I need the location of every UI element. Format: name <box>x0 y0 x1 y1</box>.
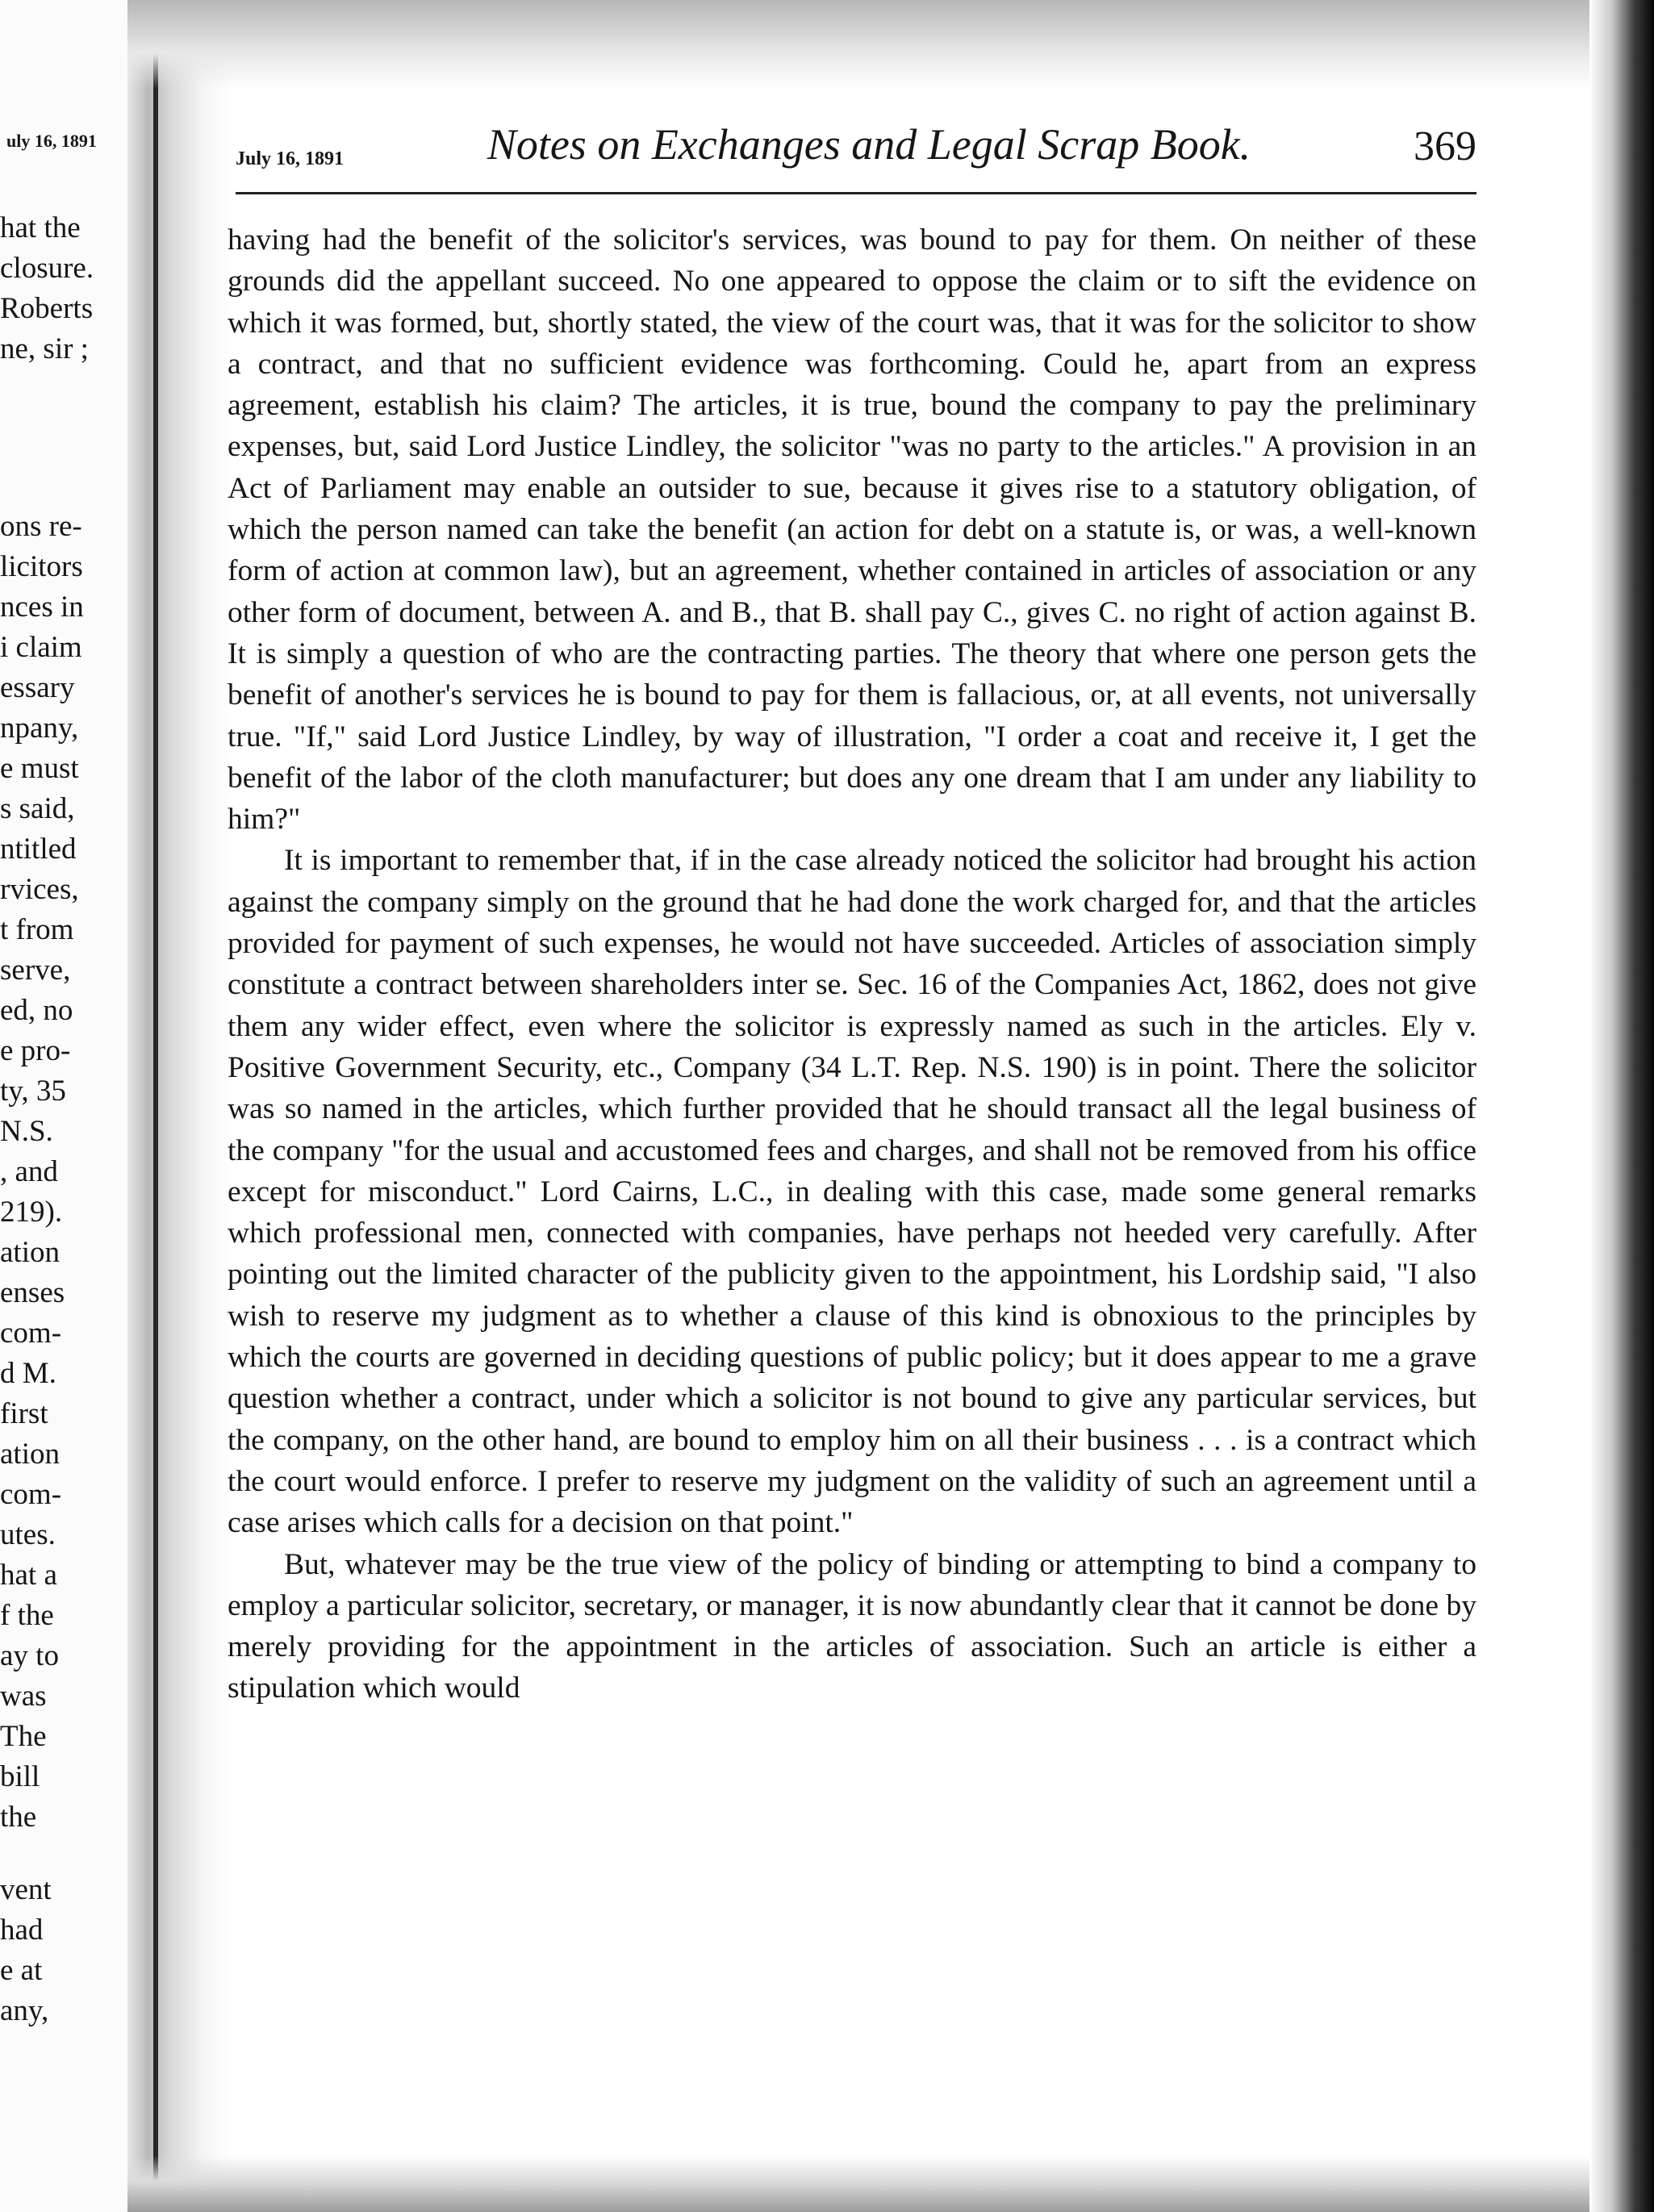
running-header <box>236 119 1476 184</box>
page-number: 369 <box>1414 123 1476 169</box>
left-page-line: essary <box>0 671 75 704</box>
left-page-line: utes. <box>0 1518 56 1551</box>
left-page-line: t from <box>0 913 74 946</box>
left-page-line: e must <box>0 752 79 785</box>
left-page-line: any, <box>0 1994 49 2027</box>
left-page-line: hat a <box>0 1559 57 1592</box>
left-page-line: com- <box>0 1478 62 1511</box>
left-page-line: was <box>0 1680 47 1713</box>
bottom-page-edge <box>127 2156 1654 2212</box>
left-page-line: the <box>0 1801 37 1834</box>
left-page-line: had <box>0 1914 44 1947</box>
left-page-line: enses <box>0 1276 65 1309</box>
right-page-edge <box>1589 0 1654 2212</box>
left-page-line: com- <box>0 1317 62 1350</box>
left-page-line: ntitled <box>0 833 77 866</box>
left-page-line: f the <box>0 1599 54 1632</box>
left-page-line: hat the <box>0 211 81 244</box>
left-page-line: serve, <box>0 954 71 987</box>
paragraph: It is important to remember that, if in the case already noticed the solicitor had brought his action against the company simply on the ground that he had done the work charged for, and that the articles provided for payment of such expenses, he would not have succeeded. Articles of association simply constitute a contract between shareholders inter se. Sec. 16 of the Companies Act, 1862, does not give them any wider effect, even where the solicitor is expressly named as such in the articles. Ely v. Positive Government Security, etc., Company (34 L.T. Rep. N.S. 190) is in point. There the solicitor was so named in the articles, which further provided that he should transact all the legal business of the company "for the usual and accustomed fees and charges, and shall not be removed from his office except for misconduct." Lord Cairns, L.C., in dealing with this case, made some general remarks which professional men, connected with companies, have perhaps not heeded very carefully. After pointing out the limited character of the publicity given to the appointment, his Lordship said, "I also wish to reserve my judgment as to whether a clause of this kind is obnoxious to the principles by which the courts are governed in deciding questions of public policy; but it does appear to me a grave question whether a contract, under which a solicitor is not bound to give any particular services, but the company, on the other hand, are bound to employ him on all their business . . . is a contract which the court would enforce. I prefer to reserve my judgment on the validity of such an agreement until a case arises which calls for a decision on that point." <box>228 844 1476 1540</box>
left-page-line: i claim <box>0 631 82 664</box>
left-page-line: , and <box>0 1155 58 1188</box>
article-body <box>228 219 1476 1709</box>
paragraph: having had the benefit of the solicitor's services, was bound to pay for them. On neither of these grounds did the appellant succeed. No one appeared to oppose the claim or to sift the evidence on which it was formed, but, shortly stated, the view of the court was, that it was for the solicitor to show a contract, and that no sufficient evidence was forthcoming. Could he, apart from an express agreement, establish his claim? The articles, it is true, bound the company to pay the preliminary expenses, but, said Lord Justice Lindley, the solicitor "was no party to the articles." A provision in an Act of Parliament may enable an outsider to sue, because it gives rise to a statutory obligation, of which the person named can take the benefit (an action for debt on a statute is, or was, a well-known form of action at common law), but an agreement, whether contained in articles of association or any other form of document, between A. and B., that B. shall pay C., gives C. no right of action against B. It is simply a question of who are the contracting parties. The theory that where one person gets the benefit of another's services he is bound to pay for them is fallacious, or, at all events, not universally true. "If," said Lord Justice Lindley, by way of illustration, "I order a coat and receive it, I get the benefit of the labor of the cloth manufacturer; but does any one dream that I am under any liability to him?" <box>228 223 1476 837</box>
left-page-line: d M. <box>0 1357 56 1390</box>
left-page-line: npany, <box>0 712 79 745</box>
header-rule <box>236 192 1476 194</box>
left-page-line: ation <box>0 1236 60 1269</box>
left-page-line: nces in <box>0 591 84 624</box>
left-page-line: bill <box>0 1760 40 1793</box>
top-page-edge <box>127 0 1654 89</box>
left-page-line: closure. <box>0 252 94 285</box>
left-page-line: Roberts <box>0 292 94 325</box>
left-page-fragment <box>0 0 137 2212</box>
left-page-line: e at <box>0 1954 43 1987</box>
left-page-line: 219). <box>0 1196 63 1229</box>
left-page-line: s said, <box>0 792 75 825</box>
left-page-line: rvices, <box>0 873 79 906</box>
paragraph: But, whatever may be the true view of the policy of binding or attempting to bind a company to employ a particular solicitor, secretary, or manager, it is now abundantly clear that it cannot be done by merely providing for the appointment in the articles of association. Such an article is either a stipulation which would <box>228 1547 1476 1705</box>
left-page-line: The <box>0 1720 47 1753</box>
book-gutter <box>127 0 232 2212</box>
left-page-line: N.S. <box>0 1115 53 1148</box>
page-title: Notes on Exchanges and Legal Scrap Book. <box>487 120 1251 169</box>
left-page-line: e pro- <box>0 1034 71 1067</box>
spine-shadow <box>153 0 158 2212</box>
left-page-line: ne, sir ; <box>0 332 89 365</box>
left-page-line: ay to <box>0 1639 59 1672</box>
left-page-line: ty, 35 <box>0 1075 66 1108</box>
left-page-header: uly 16, 1891 <box>6 131 97 151</box>
left-page-line: ed, no <box>0 994 73 1027</box>
left-page-line: vent <box>0 1873 52 1906</box>
header-date: July 16, 1891 <box>236 148 345 169</box>
left-page-line: ation <box>0 1438 60 1471</box>
left-page-line: licitors <box>0 550 83 583</box>
left-page-line: first <box>0 1397 48 1430</box>
left-page-line: ons re- <box>0 510 82 543</box>
